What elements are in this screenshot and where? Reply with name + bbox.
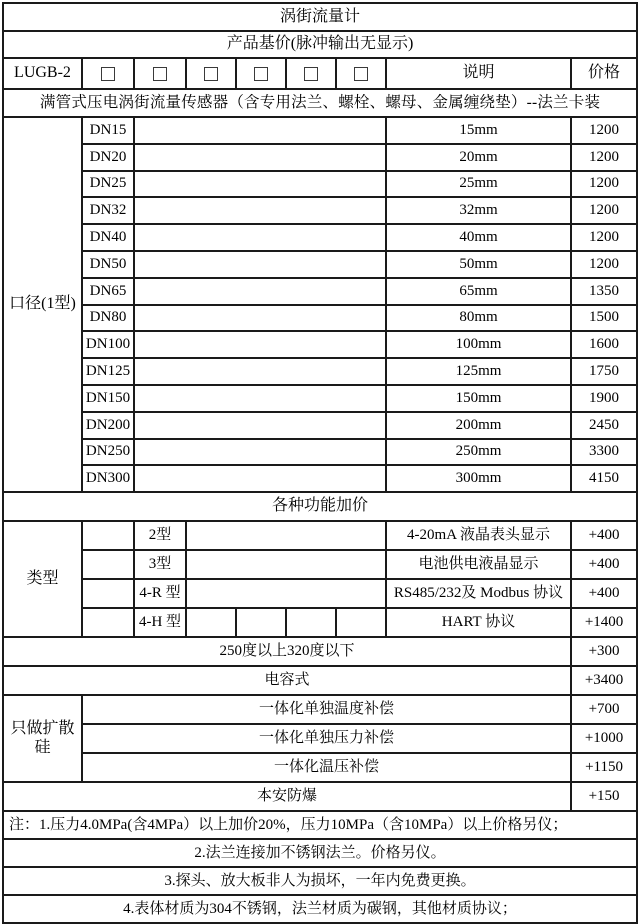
dn-desc-cell: 250mm (386, 439, 571, 466)
dn-desc-cell: 300mm (386, 465, 571, 492)
checkbox-icon (101, 67, 115, 81)
dn-code-cell: DN80 (82, 305, 134, 332)
empty-cell (134, 251, 386, 278)
empty-cell (134, 412, 386, 439)
note-row: 3.探头、放大板非人为损坏，一年内免费更换。 (3, 867, 637, 895)
empty-cell (134, 358, 386, 385)
type-desc-cell: RS485/232及 Modbus 协议 (386, 579, 571, 608)
type-code-cell: 4-H 型 (134, 608, 186, 637)
type-price-cell: +1400 (571, 608, 637, 637)
dn-code-cell: DN100 (82, 331, 134, 358)
compensation-price: +700 (571, 695, 637, 724)
empty-cell (134, 385, 386, 412)
empty-cell (134, 224, 386, 251)
empty-cell (134, 439, 386, 466)
option-checkbox-cell (336, 58, 386, 89)
checkbox-icon (204, 67, 218, 81)
type-code-cell: 3型 (134, 550, 186, 579)
note-row: 4.表体材质为304不锈钢，法兰材质为碳钢，其他材质协议； (3, 895, 637, 923)
empty-cell (82, 521, 134, 550)
dn-desc-cell: 65mm (386, 278, 571, 305)
dn-price-cell: 3300 (571, 439, 637, 466)
option-checkbox-cell (236, 58, 286, 89)
dn-price-cell: 1900 (571, 385, 637, 412)
dn-price-cell: 1200 (571, 251, 637, 278)
empty-cell (186, 579, 386, 608)
checkbox-icon (153, 67, 167, 81)
empty-cell (186, 550, 386, 579)
empty-cell (134, 278, 386, 305)
dn-code-cell: DN300 (82, 465, 134, 492)
dn-price-cell: 2450 (571, 412, 637, 439)
dn-price-cell: 1200 (571, 117, 637, 144)
empty-cell (286, 608, 336, 637)
compensation-price: +1000 (571, 724, 637, 753)
diameter-group-label: 口径(1型) (3, 117, 82, 492)
empty-cell (134, 171, 386, 198)
dn-code-cell: DN250 (82, 439, 134, 466)
capacitive-desc: 电容式 (3, 666, 571, 695)
compensation-desc: 一体化单独压力补偿 (82, 724, 571, 753)
dn-code-cell: DN25 (82, 171, 134, 198)
note-row: 注：1.压力4.0MPa(含4MPa）以上加价20%，压力10MPa（含10MPa）以上价格另仪； (3, 811, 637, 839)
temp-range-price: +300 (571, 637, 637, 666)
dn-code-cell: DN65 (82, 278, 134, 305)
dn-price-cell: 1750 (571, 358, 637, 385)
empty-cell (134, 144, 386, 171)
temp-range-desc: 250度以上320度以下 (3, 637, 571, 666)
option-checkbox-cell (134, 58, 186, 89)
compensation-desc: 一体化单独温度补偿 (82, 695, 571, 724)
type-price-cell: +400 (571, 579, 637, 608)
empty-cell (236, 608, 286, 637)
dn-price-cell: 4150 (571, 465, 637, 492)
type-desc-cell: 4-20mA 液晶表头显示 (386, 521, 571, 550)
dn-price-cell: 1200 (571, 197, 637, 224)
dn-desc-cell: 200mm (386, 412, 571, 439)
type-code-cell: 2型 (134, 521, 186, 550)
dn-desc-cell: 20mm (386, 144, 571, 171)
dn-desc-cell: 100mm (386, 331, 571, 358)
empty-cell (82, 579, 134, 608)
intrinsic-safety-desc: 本安防爆 (3, 782, 571, 811)
dn-price-cell: 1500 (571, 305, 637, 332)
empty-cell (186, 608, 236, 637)
dn-code-cell: DN200 (82, 412, 134, 439)
dn-desc-cell: 80mm (386, 305, 571, 332)
dn-code-cell: DN40 (82, 224, 134, 251)
dn-desc-cell: 50mm (386, 251, 571, 278)
empty-cell (134, 331, 386, 358)
dn-code-cell: DN20 (82, 144, 134, 171)
dn-code-cell: DN32 (82, 197, 134, 224)
type-price-cell: +400 (571, 521, 637, 550)
price-column-header: 价格 (571, 58, 637, 89)
page-title: 涡街流量计 (3, 3, 637, 31)
empty-cell (82, 550, 134, 579)
dn-price-cell: 1200 (571, 144, 637, 171)
capacitive-price: +3400 (571, 666, 637, 695)
type-desc-cell: HART 协议 (386, 608, 571, 637)
base-price-subtitle: 产品基价(脉冲输出无显示) (3, 31, 637, 58)
type-price-cell: +400 (571, 550, 637, 579)
type-group-label: 类型 (3, 521, 82, 637)
option-checkbox-cell (286, 58, 336, 89)
option-checkbox-cell (82, 58, 134, 89)
dn-code-cell: DN15 (82, 117, 134, 144)
option-checkbox-cell (186, 58, 236, 89)
checkbox-icon (304, 67, 318, 81)
dn-desc-cell: 40mm (386, 224, 571, 251)
note-row: 2.法兰连接加不锈钢法兰。价格另仪。 (3, 839, 637, 867)
sensor-description: 满管式压电涡街流量传感器（含专用法兰、螺栓、螺母、金属缠绕垫）--法兰卡装 (3, 89, 637, 117)
compensation-desc: 一体化温压补偿 (82, 753, 571, 782)
dn-price-cell: 1200 (571, 171, 637, 198)
dn-price-cell: 1350 (571, 278, 637, 305)
dn-price-cell: 1600 (571, 331, 637, 358)
price-table (2, 2, 638, 924)
type-code-cell: 4-R 型 (134, 579, 186, 608)
empty-cell (134, 117, 386, 144)
dn-desc-cell: 15mm (386, 117, 571, 144)
intrinsic-safety-price: +150 (571, 782, 637, 811)
silicon-group-label: 只做扩散硅 (3, 695, 82, 782)
compensation-price: +1150 (571, 753, 637, 782)
checkbox-icon (254, 67, 268, 81)
dn-code-cell: DN50 (82, 251, 134, 278)
dn-desc-cell: 32mm (386, 197, 571, 224)
dn-code-cell: DN125 (82, 358, 134, 385)
model-code: LUGB-2 (3, 58, 82, 89)
empty-cell (186, 521, 386, 550)
empty-cell (134, 465, 386, 492)
dn-desc-cell: 25mm (386, 171, 571, 198)
type-desc-cell: 电池供电液晶显示 (386, 550, 571, 579)
surcharge-section-title: 各种功能加价 (3, 492, 637, 521)
empty-cell (336, 608, 386, 637)
empty-cell (82, 608, 134, 637)
checkbox-icon (354, 67, 368, 81)
dn-code-cell: DN150 (82, 385, 134, 412)
dn-price-cell: 1200 (571, 224, 637, 251)
empty-cell (134, 305, 386, 332)
dn-desc-cell: 150mm (386, 385, 571, 412)
empty-cell (134, 197, 386, 224)
desc-column-header: 说明 (386, 58, 571, 89)
dn-desc-cell: 125mm (386, 358, 571, 385)
